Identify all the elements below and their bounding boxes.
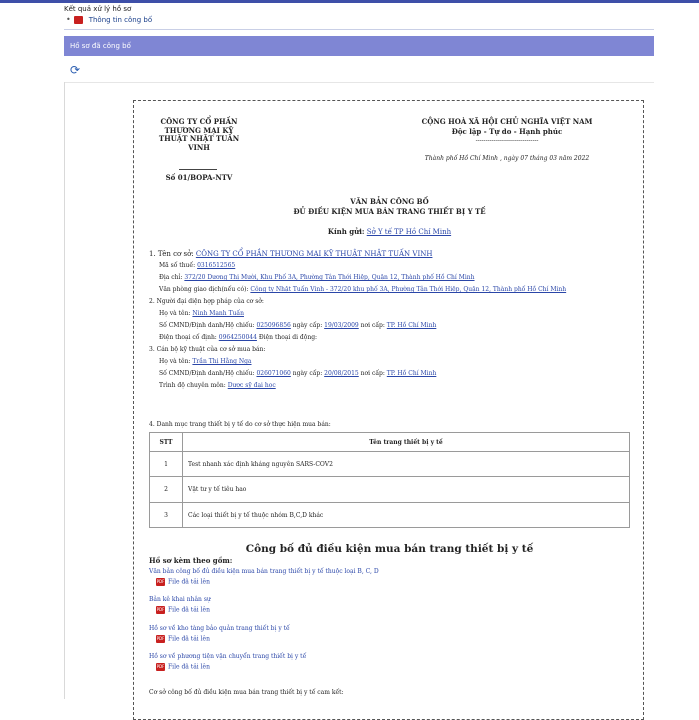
equipment-heading: 4. Danh mục trang thiết bị y tế do cơ sở thực hiện mua bán: [149, 421, 331, 428]
tech-place-label: nơi cấp: [360, 370, 385, 377]
equipment-table [149, 432, 630, 528]
motto-separator: ------------------------------- [475, 137, 539, 144]
company-line: CÔNG TY CỔ PHẦN [160, 117, 238, 126]
rep-id-value: 025096856 [256, 322, 291, 329]
tax-label: Mã số thuế: [159, 262, 196, 269]
tree-item-label: Thông tin công bố [88, 15, 153, 24]
rep-id-row [159, 322, 436, 330]
file-link-label: File đã tải lên [168, 578, 210, 586]
tech-place-value: TP. Hồ Chí Minh [386, 370, 437, 377]
rep-name-label: Họ và tên: [159, 310, 191, 317]
refresh-icon[interactable]: ⟳ [70, 63, 81, 77]
toolbar [64, 58, 654, 83]
attachment-title: Hồ sơ về phương tiện vận chuyển trang thiết bị y tế [149, 653, 307, 660]
table-cell-name: Các loại thiết bị y tế thuộc nhóm B,C,D khác [183, 503, 630, 528]
recipient [134, 228, 645, 237]
table-row [150, 503, 630, 528]
tech-name-row [159, 358, 252, 366]
pdf-icon: PDF [156, 636, 165, 641]
rep-place-label: nơi cấp: [360, 322, 385, 329]
phone-row [159, 334, 317, 342]
address-value: 372/20 Dương Thị Mười, Khu Phố 3A, Phường Tân Thới Hiệp, Quận 12, Thành phố Hồ Chí Minh [184, 274, 475, 281]
attachment-title: Bản kê khai nhân sự [149, 596, 211, 603]
tree-bullet-icon: • [66, 15, 71, 24]
representative-heading: 2. Người đại diện hợp pháp của cơ sở: [149, 298, 264, 305]
folder-icon [74, 16, 83, 24]
rep-name-value: Ninh Mạnh Tuấn [192, 310, 244, 317]
recipient-value: Sở Y tế TP Hồ Chí Minh [366, 228, 452, 236]
mobile-label: Điện thoại di động: [258, 334, 318, 341]
table-cell-stt: 3 [150, 503, 183, 528]
file-link[interactable] [156, 635, 210, 644]
address-label: Địa chỉ: [159, 274, 183, 281]
table-row [150, 452, 630, 477]
attachments-heading: Hồ sơ kèm theo gồm: [149, 556, 233, 565]
tech-name-value: Trần Thị Hằng Nga [192, 358, 252, 365]
recipient-label: Kính gửi: [327, 227, 365, 236]
company-line: VINH [188, 142, 210, 152]
rep-date-label: ngày cấp: [292, 322, 323, 329]
announce-title: Công bố đủ điều kiện mua bán trang thiết bị y tế [245, 543, 534, 555]
rep-place-value: TP. Hồ Chí Minh [386, 322, 437, 329]
left-border [64, 82, 65, 699]
office-value: Công ty Nhật Tuấn Vinh - 372/20 khu phố 3A, Phường Tân Thới Hiệp, Quận 12, Thành phố Hồ Chí Minh [250, 286, 567, 293]
attachment-title: Hồ sơ về kho tàng bảo quản trang thiết bị y tế [149, 625, 290, 632]
document-frame [133, 100, 644, 720]
qualification-row [159, 382, 276, 390]
address-row [159, 274, 475, 282]
company-name [149, 118, 249, 152]
table-row [150, 477, 630, 503]
date-line: Thành phố Hồ Chí Minh , ngày 07 tháng 03 năm 2022 [424, 155, 590, 162]
table-cell-name: Vật tư y tế tiêu hao [183, 477, 630, 503]
table-cell-stt: 2 [150, 477, 183, 503]
file-link[interactable] [156, 663, 210, 672]
doc-subtitle: ĐỦ ĐIỀU KIỆN MUA BÁN TRANG THIẾT BỊ Y TẾ [293, 207, 486, 216]
tech-id-row [159, 370, 436, 378]
phone-value: 0964250044 [218, 334, 257, 341]
table-header-row [150, 433, 630, 452]
top-accent-bar [0, 0, 699, 3]
file-link-label: File đã tải lên [168, 635, 210, 643]
doc-number: Số 01/BOPA-NTV [165, 173, 233, 182]
country-name: CỘNG HOÀ XÃ HỘI CHỦ NGHĨA VIỆT NAM [421, 117, 593, 126]
commitment-line: Cơ sở công bố đủ điều kiện mua bán trang thiết bị y tế cam kết: [149, 689, 344, 696]
company-line: THUẬT NHẬT TUẤN [158, 134, 240, 143]
tech-id-label: Số CMND/Định danh/Hộ chiếu: [159, 370, 255, 377]
motto: Độc lập - Tự do - Hạnh phúc [451, 127, 563, 136]
file-link[interactable] [156, 606, 210, 615]
attachment-title: Văn bản công bố đủ điều kiện mua bán trang thiết bị y tế thuộc loại B, C, D [149, 568, 379, 575]
table-cell-stt: 1 [150, 452, 183, 477]
facility-name-row [149, 250, 432, 259]
technician-heading: 3. Cán bộ kỹ thuật của cơ sở mua bán: [149, 346, 266, 353]
office-row [159, 286, 566, 294]
rep-id-label: Số CMND/Định danh/Hộ chiếu: [159, 322, 255, 329]
tech-id-value: 026071060 [256, 370, 291, 377]
tax-row [159, 262, 235, 270]
rep-name-row [159, 310, 244, 318]
column-header: STT [150, 433, 183, 452]
file-link[interactable] [156, 578, 210, 587]
divider [64, 29, 654, 30]
tree-item-published-info[interactable] [66, 15, 152, 24]
file-link-label: File đã tải lên [168, 606, 210, 614]
tech-date-label: ngày cấp: [292, 370, 323, 377]
breadcrumb: Kết quả xử lý hồ sơ [64, 5, 132, 13]
facility-name-value: CÔNG TY CỔ PHẦN THƯƠNG MẠI KỸ THUẬT NHẬT TUẤN VINH [195, 250, 433, 258]
office-label: Văn phòng giao dịch(nếu có): [159, 286, 249, 293]
qualification-value: Dược sỹ đại học [227, 382, 276, 389]
table-cell-name: Test nhanh xác định kháng nguyên SARS-COV2 [183, 452, 630, 477]
phone-label: Điện thoại cố định: [159, 334, 217, 341]
section-title: Hồ sơ đã công bố [70, 42, 131, 50]
company-line: THƯƠNG MẠI KỸ [164, 125, 234, 135]
facility-name-label: 1. Tên cơ sở: [149, 250, 194, 258]
file-link-label: File đã tải lên [168, 663, 210, 671]
header-rule [179, 169, 217, 170]
pdf-icon: PDF [156, 579, 165, 584]
rep-date-value: 19/03/2009 [324, 322, 359, 329]
pdf-icon: PDF [156, 664, 165, 669]
pdf-icon: PDF [156, 607, 165, 612]
tax-value: 0316512565 [197, 262, 236, 269]
tech-date-value: 20/08/2015 [324, 370, 359, 377]
section-header [64, 36, 654, 56]
doc-title: VĂN BẢN CÔNG BỐ [350, 197, 429, 206]
tech-name-label: Họ và tên: [159, 358, 191, 365]
column-header: Tên trang thiết bị y tế [183, 433, 630, 452]
qualification-label: Trình độ chuyên môn: [159, 382, 226, 389]
